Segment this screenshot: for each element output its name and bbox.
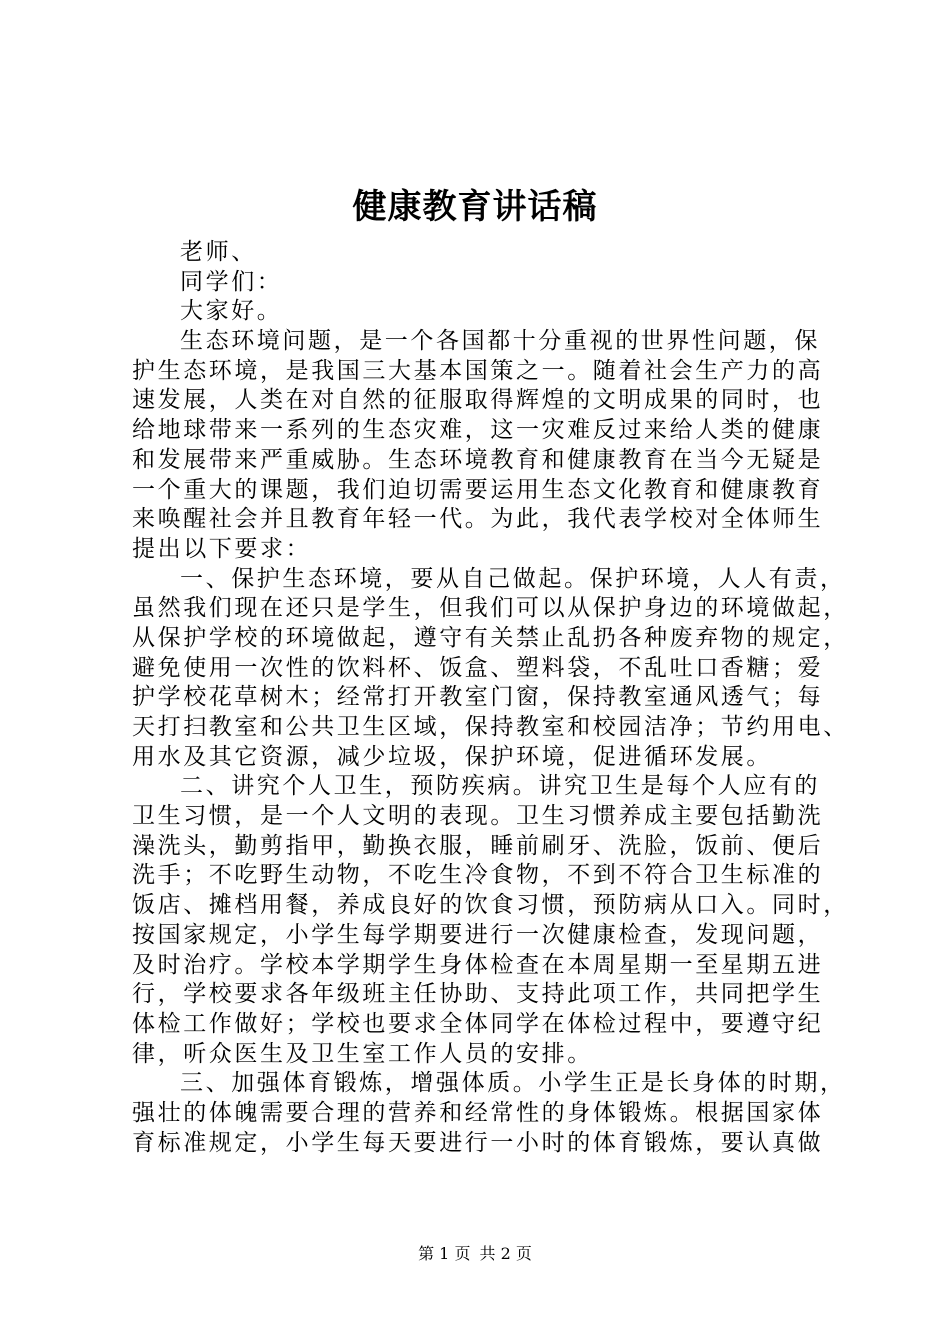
- text-line: 来唤醒社会并且教育年轻一代。为此，我代表学校对全体师生: [132, 506, 824, 533]
- paragraph-environment: [132, 565, 849, 773]
- page-footer: [0, 1242, 950, 1266]
- text-line: 用水及其它资源，减少垃圾，保护环境，促进循环发展。: [132, 743, 772, 770]
- text-line: 生态环境问题，是一个各国都十分重视的世界性问题，保: [180, 328, 820, 355]
- text-line: 及时治疗。学校本学期学生身体检查在本周星期一至星期五进: [132, 951, 824, 978]
- text-line: 虽然我们现在还只是学生，但我们可以从保护身边的环境做起，: [132, 595, 849, 622]
- text-line: 育标准规定，小学生每天要进行一小时的体育锻炼，要认真做: [132, 1129, 824, 1156]
- text-line: 体检工作做好；学校也要求全体同学在体检过程中，要遵守纪: [132, 1010, 824, 1037]
- text-line: 三、加强体育锻炼，增强体质。小学生正是长身体的时期，: [180, 1070, 846, 1097]
- text-line: 护学校花草树木；经常打开教室门窗，保持教室通风透气；每: [132, 684, 824, 711]
- document-body: [132, 238, 849, 1158]
- text-line: 给地球带来一系列的生态灾难，这一灾难反过来给人类的健康: [132, 417, 824, 444]
- greeting-line: 同学们：: [180, 268, 283, 295]
- text-line: 强壮的体魄需要合理的营养和经常性的身体锻炼。根据国家体: [132, 1099, 824, 1126]
- document-title: 健康教育讲话稿: [352, 187, 598, 227]
- text-line: 一、保护生态环境，要从自己做起。保护环境，人人有责，: [180, 565, 846, 592]
- greeting-line: 老师、: [180, 239, 257, 265]
- text-line: 从保护学校的环境做起，遵守有关禁止乱扔各种废弃物的规定，: [132, 624, 849, 651]
- text-line: 护生态环境，是我国三大基本国策之一。随着社会生产力的高: [132, 357, 824, 384]
- paragraph-intro: [132, 327, 832, 565]
- text-line: 避免使用一次性的饮料杯、饭盒、塑料袋，不乱吐口香糖；爱: [132, 654, 824, 681]
- text-line: 律，听众医生及卫生室工作人员的安排。: [132, 1040, 593, 1067]
- text-line: 卫生习惯，是一个人文明的表现。卫生习惯养成主要包括勤洗: [132, 803, 824, 830]
- paragraph-hygiene: [132, 772, 849, 1069]
- paragraph-exercise: [132, 1069, 846, 1158]
- page-number: 第 1 页: [418, 1244, 471, 1263]
- text-line: 天打扫教室和公共卫生区域，保持教室和校园洁净；节约用电、: [132, 714, 849, 740]
- text-line: 和发展带来严重威胁。生态环境教育和健康教育在当今无疑是: [132, 446, 824, 473]
- text-line: 提出以下要求：: [132, 535, 312, 562]
- page-total: 共 2 页: [479, 1244, 532, 1263]
- text-line: 饭店、摊档用餐，养成良好的饮食习惯，预防病从口入。同时，: [132, 892, 849, 919]
- text-line: 按国家规定，小学生每学期要进行一次健康检查，发现问题，: [132, 921, 824, 948]
- text-line: 行，学校要求各年级班主任协助、支持此项工作，共同把学生: [132, 981, 824, 1008]
- greeting-line: 大家好。: [180, 298, 283, 325]
- text-line: 洗手；不吃野生动物，不吃生冷食物，不到不符合卫生标准的: [132, 862, 824, 889]
- text-line: 速发展，人类在对自然的征服取得辉煌的文明成果的同时，也: [132, 387, 824, 414]
- text-line: 一个重大的课题，我们迫切需要运用生态文化教育和健康教育: [132, 476, 824, 503]
- text-line: 澡洗头，勤剪指甲，勤换衣服，睡前刷牙、洗脸，饭前、便后: [132, 832, 824, 859]
- text-line: 二、讲究个人卫生，预防疾病。讲究卫生是每个人应有的: [180, 773, 820, 800]
